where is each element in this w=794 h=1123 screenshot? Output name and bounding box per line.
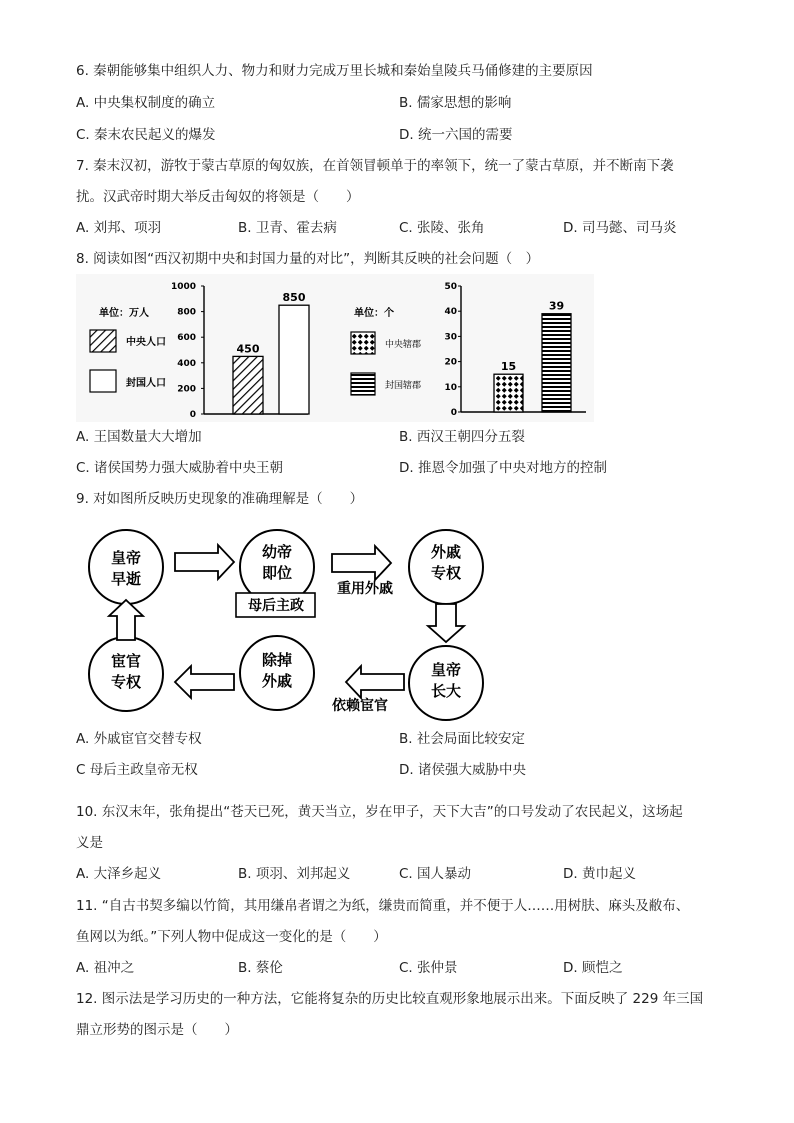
- q8-stem: 8. 阅读如图“西汉初期中央和封国力量的对比”，判断其反映的社会问题（ ）: [76, 251, 540, 267]
- svg-text:专权: 专权: [110, 673, 142, 691]
- q6-option-c[interactable]: C. 秦末农民起义的爆发: [76, 127, 216, 143]
- svg-text:幼帝: 幼帝: [261, 543, 293, 561]
- q10-option-d[interactable]: D. 黄巾起义: [563, 866, 636, 882]
- q9-option-d[interactable]: D. 诸侯强大威胁中央: [399, 762, 526, 778]
- q7-stem-line2: 扰。汉武帝时期大举反击匈奴的将领是（ ）: [76, 189, 360, 205]
- q10-option-b[interactable]: B. 项羽、刘邦起义: [238, 866, 351, 882]
- q11-stem-line1: 11. “自古书契多编以竹简，其用缣帛者谓之为纸，缣贵而简重，并不便于人……用树肤、麻头及敝布、: [76, 898, 690, 914]
- q7-option-b[interactable]: B. 卫青、霍去病: [238, 220, 337, 236]
- y-tick-label: 1000: [170, 282, 196, 292]
- chart2-legend-label-0: 中央辖郡: [385, 340, 422, 350]
- y-tick-label: 200: [177, 384, 196, 395]
- q10-stem-line2: 义是: [76, 835, 103, 851]
- q12-stem-line1: 12. 图示法是学习历史的一种方法，它能将复杂的历史比较直观形象地展示出来。下面反映了 229 年三国: [76, 991, 704, 1007]
- y-tick-label: 50: [444, 282, 457, 292]
- q12-stem-line2: 鼎立形势的图示是（ ）: [76, 1022, 238, 1038]
- arrow-down: [428, 604, 464, 642]
- chart1-unit-label: 单位：万人: [99, 308, 149, 319]
- svg-text:外戚: 外戚: [261, 672, 293, 690]
- arrow-left-2: [175, 666, 234, 698]
- arrow-up: [109, 600, 143, 640]
- q9-option-a[interactable]: A. 外戚宦官交替专权: [76, 731, 202, 747]
- q6-stem: 6. 秦朝能够集中组织人力、物力和财力完成万里长城和秦始皇陵兵马俑修建的主要原因: [76, 63, 593, 79]
- bar-封国辖郡: [542, 314, 571, 412]
- chart1-legend-swatch-0: [90, 330, 116, 352]
- q9-stem: 9. 对如图所反映历史现象的准确理解是（ ）: [76, 491, 364, 507]
- q11-option-b[interactable]: B. 蔡伦: [238, 960, 283, 976]
- svg-text:外戚: 外戚: [430, 543, 462, 561]
- node-emperor-early-death: [89, 530, 163, 604]
- y-tick-label: 600: [177, 333, 196, 344]
- bar-value-label: 450: [236, 342, 260, 356]
- node-remove-consort-clan: [240, 636, 314, 710]
- y-tick-label: 10: [444, 382, 457, 393]
- svg-text:早逝: 早逝: [110, 570, 142, 588]
- arrow-right-2: [332, 546, 391, 580]
- y-tick-label: 40: [444, 307, 457, 318]
- q8-option-c[interactable]: C. 诸侯国势力强大威胁着中央王朝: [76, 460, 284, 476]
- q10-option-a[interactable]: A. 大泽乡起义: [76, 866, 162, 882]
- q6-option-b[interactable]: B. 儒家思想的影响: [399, 95, 512, 111]
- chart2-unit-label: 单位：个: [354, 308, 394, 319]
- q8-chart-figure: [76, 274, 594, 422]
- node-eunuch-power: [89, 637, 163, 711]
- q9-option-c[interactable]: C 母后主政皇帝无权: [76, 762, 198, 778]
- bar-中央辖郡: [494, 374, 523, 412]
- y-tick-label: 20: [444, 357, 457, 368]
- chart2-legend-swatch-1: [351, 373, 375, 395]
- q7-stem-line1: 7. 秦末汉初，游牧于蒙古草原的匈奴族，在首领冒顿单于的率领下，统一了蒙古草原，并不断南下袭: [76, 158, 674, 174]
- q9-flow-diagram: [76, 520, 506, 725]
- bar-中央人口: [233, 356, 263, 414]
- chart2-legend-label-1: 封国辖郡: [385, 381, 422, 391]
- arrow-label-use-consorts: 重用外戚: [337, 581, 393, 597]
- bar-value-label: 15: [500, 360, 517, 374]
- q8-option-d[interactable]: D. 推恩令加强了中央对地方的控制: [399, 460, 607, 476]
- svg-text:宦官: 宦官: [110, 652, 142, 670]
- bar-value-label: 39: [548, 299, 565, 313]
- bar-value-label: 850: [282, 291, 306, 305]
- q7-option-c[interactable]: C. 张陵、张角: [399, 220, 485, 236]
- bar-封国人口: [279, 305, 309, 414]
- y-tick-label: 30: [444, 332, 457, 343]
- chart1-legend-swatch-1: [90, 370, 116, 392]
- q10-option-c[interactable]: C. 国人暴动: [399, 866, 472, 882]
- arrow-label-rely-eunuchs: 依赖宦官: [332, 698, 388, 714]
- q7-option-d[interactable]: D. 司马懿、司马炎: [563, 220, 677, 236]
- y-tick-label: 400: [177, 358, 196, 369]
- node-consort-clan-power: [409, 530, 483, 604]
- q6-option-d[interactable]: D. 统一六国的需要: [399, 127, 513, 143]
- svg-text:皇帝: 皇帝: [430, 661, 462, 679]
- q11-stem-line2: 鱼网以为纸。”下列人物中促成这一变化的是（ ）: [76, 929, 387, 945]
- svg-text:除掉: 除掉: [261, 651, 293, 669]
- svg-text:专权: 专权: [430, 564, 462, 582]
- svg-text:即位: 即位: [261, 564, 293, 582]
- svg-text:长大: 长大: [430, 682, 462, 700]
- y-tick-label: 0: [450, 408, 457, 418]
- y-tick-label: 800: [177, 307, 196, 318]
- q10-stem-line1: 10. 东汉末年，张角提出“苍天已死，黄天当立，岁在甲子，天下大吉”的口号发动了农民起义，这场起: [76, 804, 683, 820]
- q8-option-b[interactable]: B. 西汉王朝四分五裂: [399, 429, 525, 445]
- chart1-legend-label-0: 中央人口: [126, 337, 166, 348]
- node-emperor-grows-up: [409, 646, 483, 720]
- arrow-right-1: [175, 545, 234, 579]
- q7-option-a[interactable]: A. 刘邦、项羽: [76, 220, 162, 236]
- q11-option-a[interactable]: A. 祖冲之: [76, 960, 135, 976]
- q11-option-c[interactable]: C. 张仲景: [399, 960, 458, 976]
- chart2-legend-swatch-0: [351, 332, 375, 354]
- regent-box-label: 母后主政: [248, 598, 304, 614]
- chart1-legend-label-1: 封国人口: [126, 378, 166, 389]
- q8-option-a[interactable]: A. 王国数量大大增加: [76, 429, 202, 445]
- q9-option-b[interactable]: B. 社会局面比较安定: [399, 731, 525, 747]
- q11-option-d[interactable]: D. 顾恺之: [563, 960, 623, 976]
- svg-text:皇帝: 皇帝: [110, 549, 142, 567]
- arrow-left-1: [346, 666, 404, 698]
- q6-option-a[interactable]: A. 中央集权制度的确立: [76, 95, 216, 111]
- y-tick-label: 0: [189, 410, 196, 420]
